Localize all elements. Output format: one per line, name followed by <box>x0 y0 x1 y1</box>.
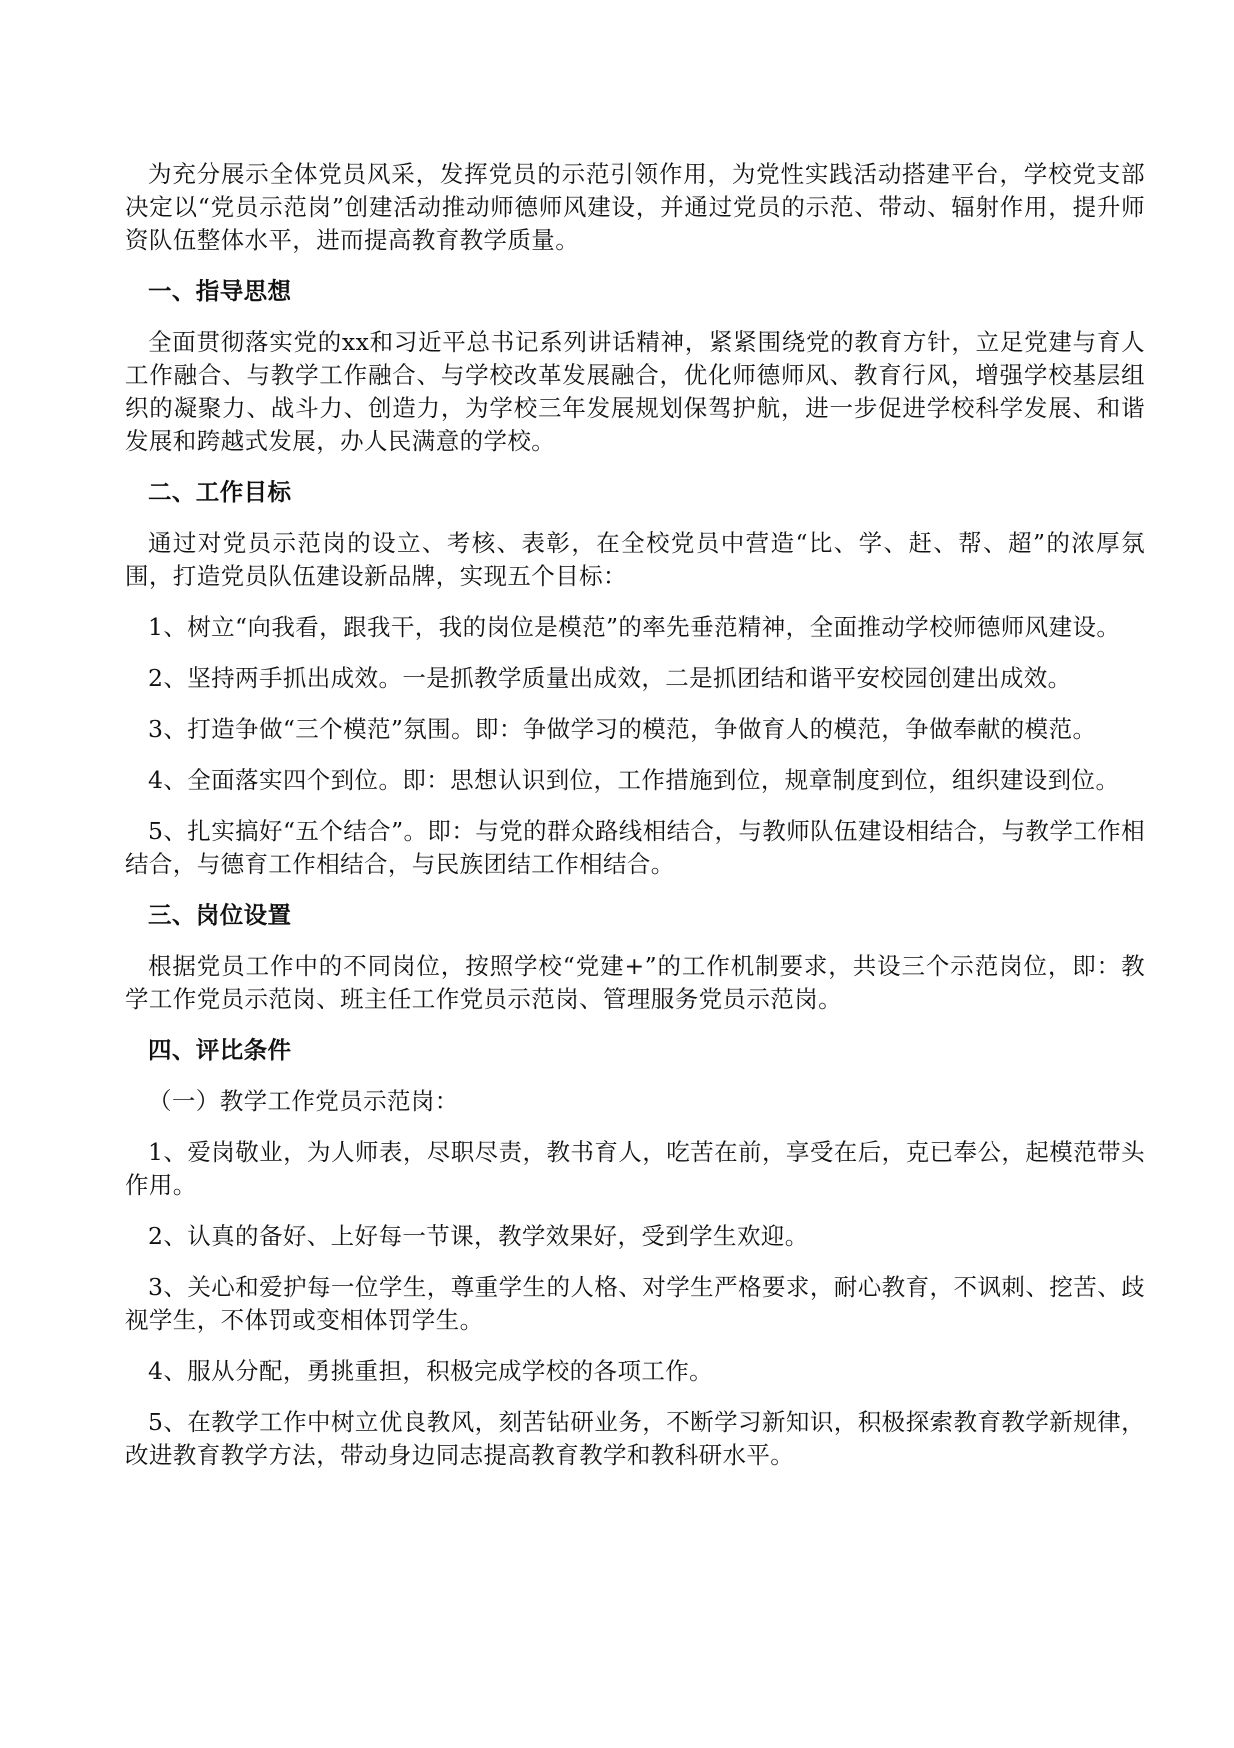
list-item: 2、坚持两手抓出成效。一是抓教学质量出成效，二是抓团结和谐平安校园创建出成效。 <box>148 664 1072 692</box>
section-heading-criteria: 四、评比条件 <box>148 1036 292 1064</box>
list-item: 5、扎实搞好“五个结合”。即：与党的群众路线相结合，与教师队伍建设相结合，与教学工作相结合，与德育工作相结合，与民族团结工作相结合。 <box>125 817 1145 878</box>
list-item: 5、在教学工作中树立优良教风，刻苦钻研业务，不断学习新知识，积极探索教育教学新规律，改进教育教学方法，带动身边同志提高教育教学和教科研水平。 <box>125 1408 1145 1469</box>
list-item: 4、全面落实四个到位。即：思想认识到位，工作措施到位，规章制度到位，组织建设到位。 <box>148 766 1120 794</box>
section-heading-post-setup: 三、岗位设置 <box>148 901 292 929</box>
list-item: 1、爱岗敬业，为人师表，尽职尽责，教书育人，吃苦在前，享受在后，克已奉公，起模范带头作用。 <box>125 1138 1145 1199</box>
intro-paragraph: 为充分展示全体党员风采，发挥党员的示范引领作用，为党性实践活动搭建平台，学校党支部决定以“党员示范岗”创建活动推动师德师风建设，并通过党员的示范、带动、辐射作用，提升师资队伍整体水平，进而提高教育教学质量。 <box>125 160 1145 254</box>
list-item: 3、打造争做“三个模范”氛围。即：争做学习的模范，争做育人的模范，争做奉献的模范。 <box>148 715 1097 743</box>
subsection-heading: （一）教学工作党员示范岗： <box>148 1087 459 1115</box>
section-paragraph: 根据党员工作中的不同岗位，按照学校“党建+”的工作机制要求，共设三个示范岗位，即：教学工作党员示范岗、班主任工作党员示范岗、管理服务党员示范岗。 <box>125 952 1145 1013</box>
section-paragraph: 全面贯彻落实党的xx和习近平总书记系列讲话精神，紧紧围绕党的教育方针，立足党建与育人工作融合、与教学工作融合、与学校改革发展融合，优化师德师风、教育行风，增强学校基层组织的凝聚力、战斗力、创造力，为学校三年发展规划保驾护航，进一步促进学校科学发展、和谐发展和跨越式发展，办人民满意的学校。 <box>125 328 1145 455</box>
list-item: 1、树立“向我看，跟我干，我的岗位是模范”的率先垂范精神，全面推动学校师德师风建设。 <box>148 613 1121 641</box>
list-item: 3、关心和爱护每一位学生，尊重学生的人格、对学生严格要求，耐心教育，不讽刺、挖苦、歧视学生，不体罚或变相体罚学生。 <box>125 1273 1145 1334</box>
list-item: 4、服从分配，勇挑重担，积极完成学校的各项工作。 <box>148 1357 714 1385</box>
section-heading-guiding-ideology: 一、指导思想 <box>148 277 292 305</box>
list-item: 2、认真的备好、上好每一节课，教学效果好，受到学生欢迎。 <box>148 1222 809 1250</box>
document-body <box>125 158 1145 1490</box>
section-paragraph: 通过对党员示范岗的设立、考核、表彰，在全校党员中营造“比、学、赶、帮、超”的浓厚氛围，打造党员队伍建设新品牌，实现五个目标： <box>125 529 1145 590</box>
section-heading-work-goals: 二、工作目标 <box>148 478 292 506</box>
